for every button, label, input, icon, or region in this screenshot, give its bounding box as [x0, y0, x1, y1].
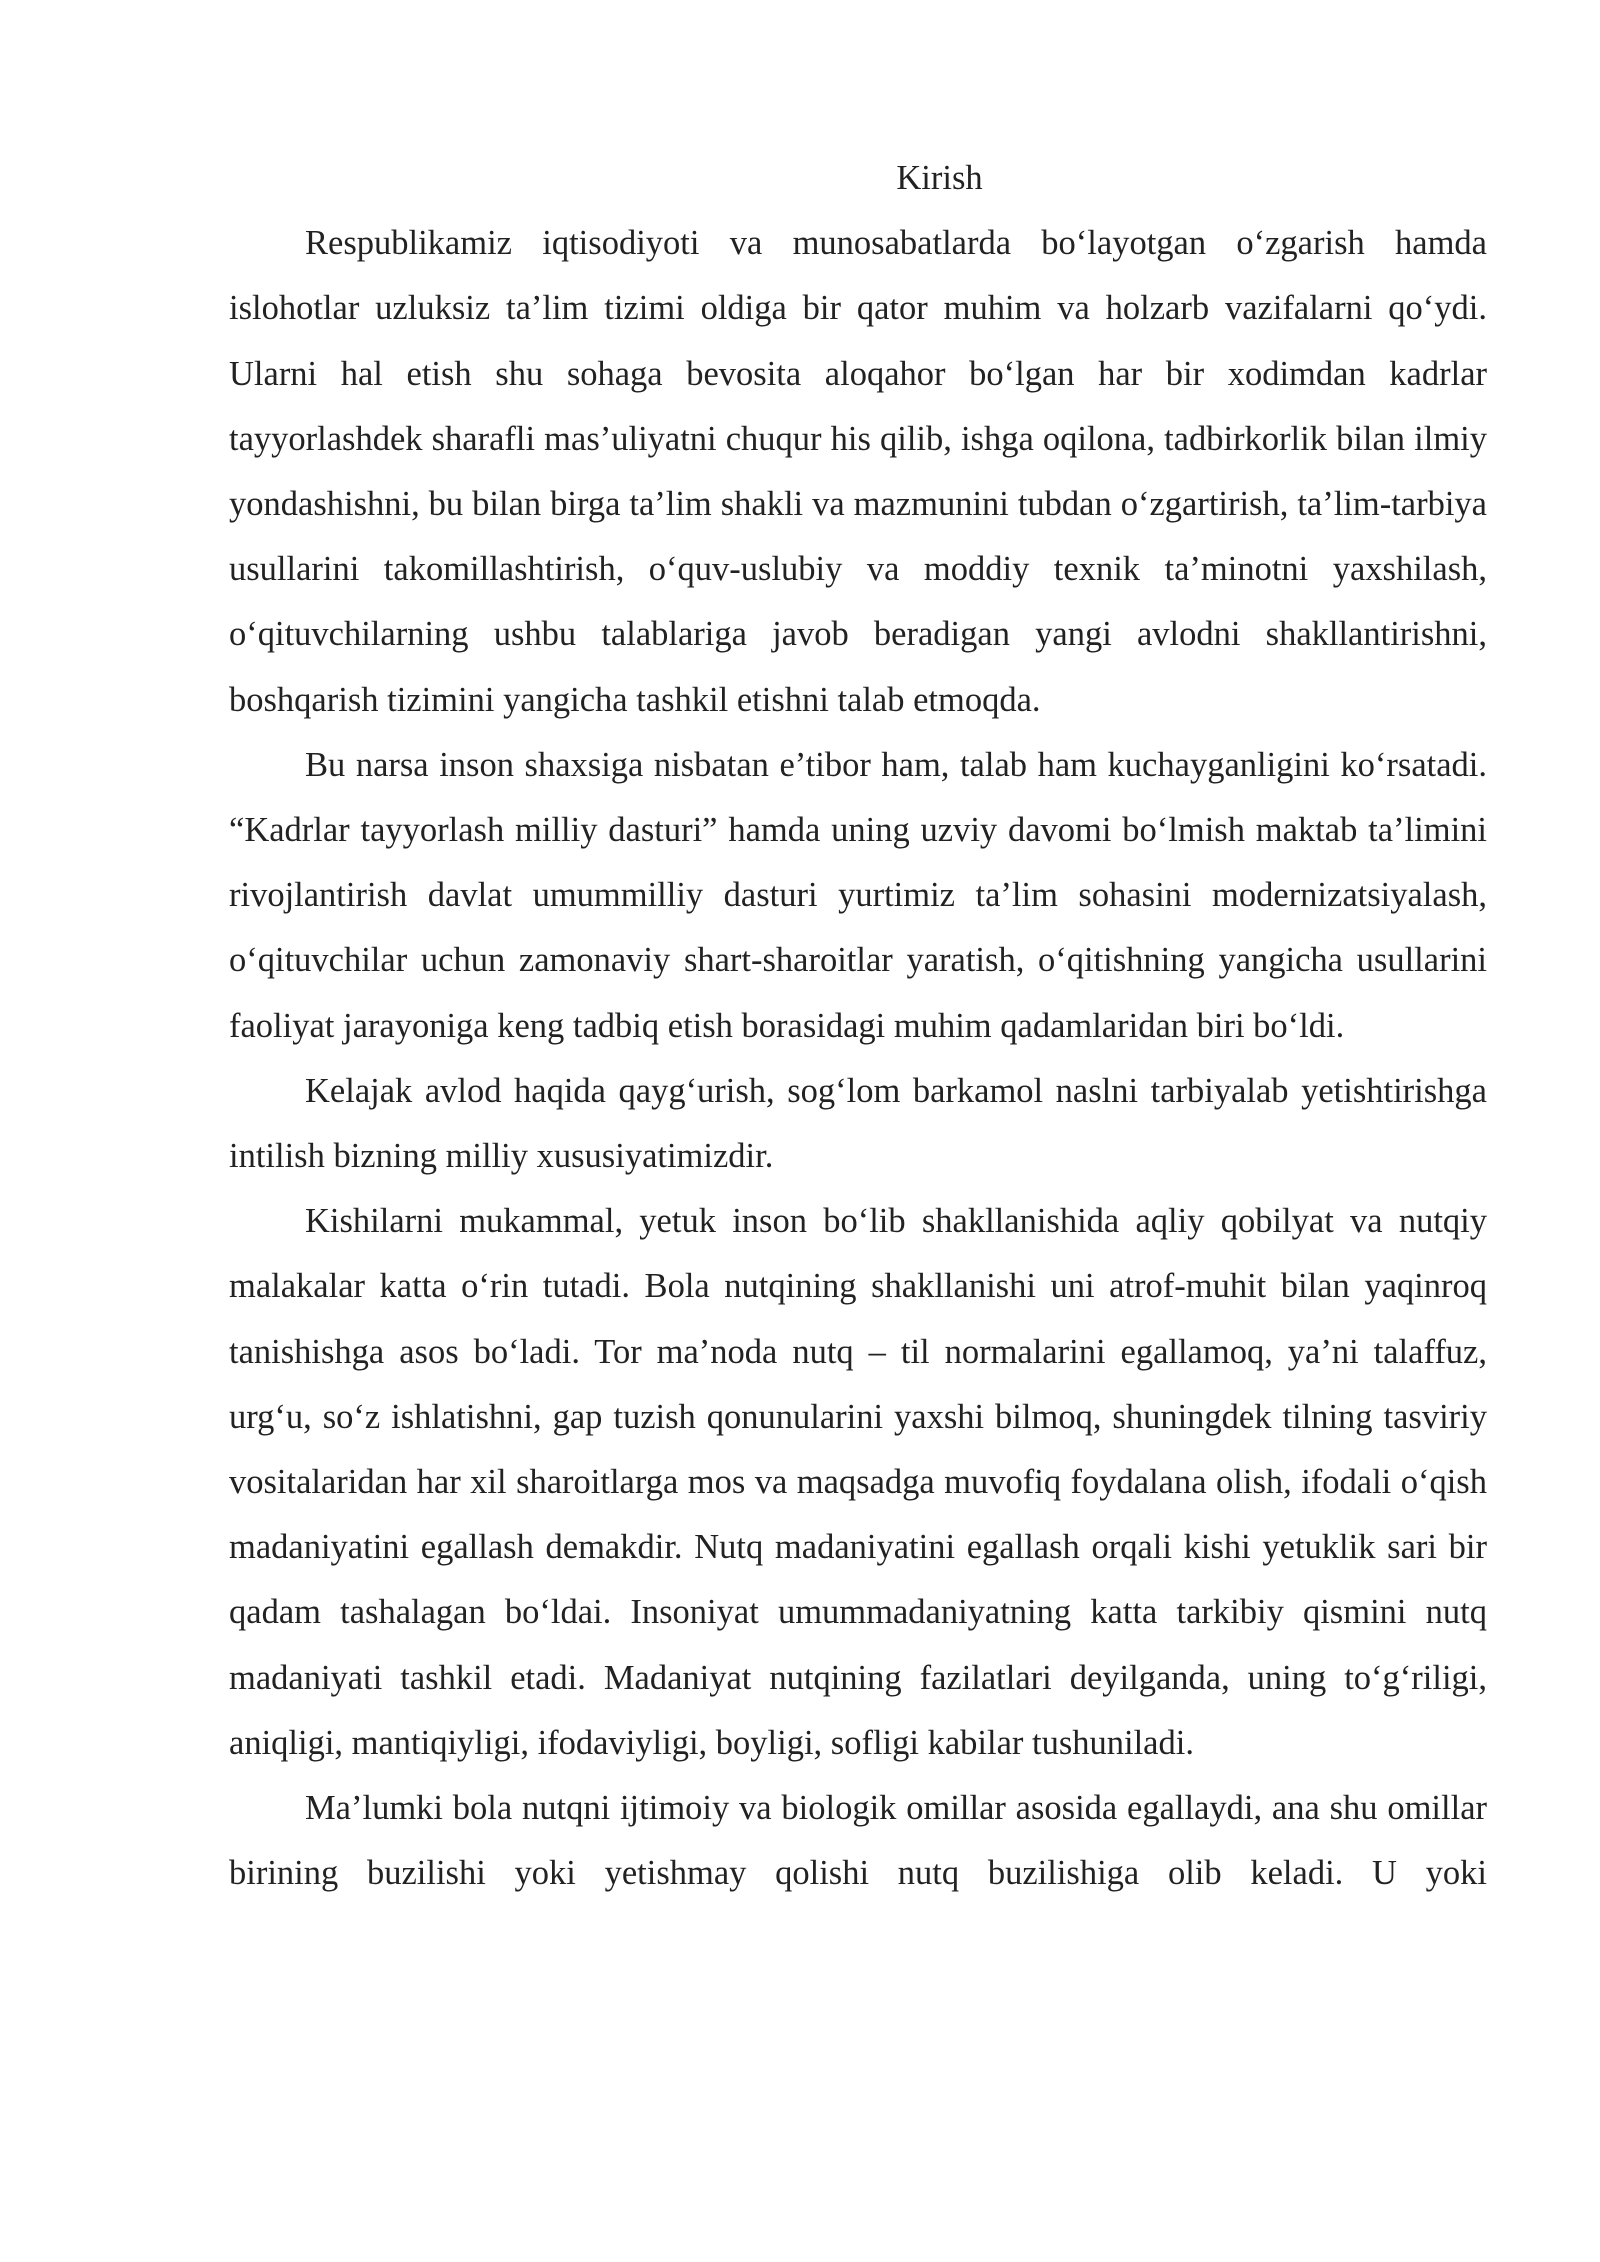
- document-body: [229, 146, 1487, 1906]
- paragraph: Kishilarni mukammal, yetuk inson bo‘lib shakllanishida aqliy qobilyat va nutqiy malakalar katta o‘rin tutadi. Bola nutqining shakllanishi uni atrof-muhit bilan yaqinroq tanishishga asos bo‘ladi. Tor ma’noda nutq – til normalarini egallamoq, ya’ni talaffuz, urg‘u, so‘z ishlatishni, gap tuzish qonunularini yaxshi bilmoq, shuningdek tilning tasviriy vositalaridan har xil sharoitlarga mos va maqsadga muvofiq foydalana olish, ifodali o‘qish madaniyatini egallash demakdir. Nutq madaniyatini egallash orqali kishi yetuklik sari bir qadam tashalagan bo‘ldai. Insoniyat umummadaniyatning katta tarkibiy qismini nutq madaniyati tashkil etadi. Madaniyat nutqining fazilatlari deyilganda, uning to‘g‘riligi, aniqligi, mantiqiyligi, ifodaviyligi, boyligi, sofligi kabilar tushuniladi.: [229, 1202, 1487, 1762]
- paragraph: Bu narsa inson shaxsiga nisbatan e’tibor ham, talab ham kuchayganligini ko‘rsatadi. “Kadrlar tayyorlash milliy dasturi” hamda uning uzviy davomi bo‘lmish maktab ta’limini rivojlantirish davlat umummilliy dasturi yurtimiz ta’lim sohasini modernizatsiyalash, o‘qituvchilar uchun zamonaviy shart-sharoitlar yaratish, o‘qitishning yangicha usullarini faoliyat jarayoniga keng tadbiq etish borasidagi muhim qadamlaridan biri bo‘ldi.: [229, 745, 1487, 1045]
- paragraph: Kelajak avlod haqida qayg‘urish, sog‘lom barkamol naslni tarbiyalab yetishtirishga intilish bizning milliy xususiyatimizdir.: [229, 1071, 1487, 1176]
- page-title: Kirish: [896, 159, 983, 197]
- paragraph: Ma’lumki bola nutqni ijtimoiy va biologik omillar asosida egallaydi, ana shu omillar birining buzilishi yoki yetishmay qolishi nutq buzilishiga olib keladi. U yoki: [229, 1789, 1487, 1893]
- paragraph: Respublikamiz iqtisodiyoti va munosabatlarda bo‘layotgan o‘zgarish hamda islohotlar uzluksiz ta’lim tizimi oldiga bir qator muhim va holzarb vazifalarni qo‘ydi. Ularni hal etish shu sohaga bevosita aloqahor bo‘lgan har bir xodimdan kadrlar tayyorlashdek sharafli mas’uliyatni chuqur his qilib, ishga oqilona, tadbirkorlik bilan ilmiy yondashishni, bu bilan birga ta’lim shakli va mazmunini tubdan o‘zgartirish, ta’lim-tarbiya usullarini takomillashtirish, o‘quv-uslubiy va moddiy texnik ta’minotni yaxshilash, o‘qituvchilarning ushbu talablariga javob beradigan yangi avlodni shakllantirishni, boshqarish tizimini yangicha tashkil etishni talab etmoqda.: [229, 224, 1487, 719]
